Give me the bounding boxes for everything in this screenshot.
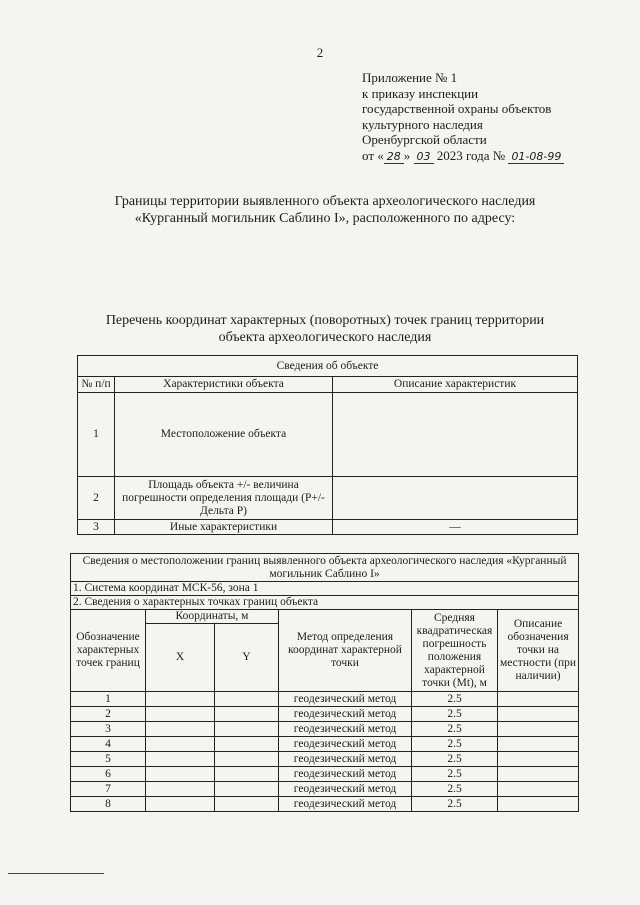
appendix-block [362, 70, 564, 164]
point-x [146, 767, 215, 782]
point-desc [498, 722, 579, 737]
document-title [60, 193, 590, 227]
point-error: 2.5 [412, 767, 498, 782]
point-x [146, 692, 215, 707]
table-row [71, 692, 579, 707]
point-desc [498, 797, 579, 812]
footnote-divider [8, 873, 104, 874]
point-x [146, 722, 215, 737]
point-desc [498, 737, 579, 752]
appendix-line: Оренбургской области [362, 132, 487, 148]
object-info-table [77, 355, 578, 535]
point-y [215, 797, 279, 812]
point-desc [498, 782, 579, 797]
header-method: Метод определения координат характерной точки [279, 610, 412, 692]
order-day: 28 [384, 151, 404, 164]
header-error: Средняя квадратическая погрешность положения характерной точки (Mt), м [412, 610, 498, 692]
point-desc [498, 752, 579, 767]
point-method: геодезический метод [279, 767, 412, 782]
header-x: X [146, 624, 215, 692]
point-x [146, 752, 215, 767]
list-title [60, 312, 590, 346]
header-characteristic: Характеристики объекта [115, 377, 333, 393]
appendix-line: Приложение № 1 [362, 70, 458, 85]
row-desc: — [333, 520, 578, 535]
points-info: 2. Сведения о характерных точках границ объекта [71, 596, 579, 610]
row-num: 1 [78, 393, 115, 477]
point-error: 2.5 [412, 797, 498, 812]
table2-caption: Сведения о местоположении границ выявленного объекта археологического наследия «Курганный могильник Саблино I» [71, 554, 579, 582]
row-name: Площадь объекта +/- величина погрешности определения площади (P+/- Дельта P) [115, 477, 333, 520]
header-designation: Обозначение характерных точек границ [71, 610, 146, 692]
table-row [78, 520, 578, 535]
point-y [215, 767, 279, 782]
table-row [71, 782, 579, 797]
row-name: Местоположение объекта [115, 393, 333, 477]
point-y [215, 752, 279, 767]
row-num: 2 [78, 477, 115, 520]
point-error: 2.5 [412, 707, 498, 722]
page-number: 2 [316, 45, 324, 60]
point-method: геодезический метод [279, 692, 412, 707]
point-method: геодезический метод [279, 752, 412, 767]
table-row [71, 797, 579, 812]
point-x [146, 737, 215, 752]
title-line: Границы территории выявленного объекта археологического наследия [114, 194, 536, 209]
point-method: геодезический метод [279, 707, 412, 722]
table-row [78, 477, 578, 520]
point-desc [498, 707, 579, 722]
header-coords: Координаты, м [146, 610, 279, 624]
appendix-line: культурного наследия [362, 116, 483, 132]
date-mid: » [403, 147, 414, 163]
point-x [146, 707, 215, 722]
point-num: 2 [71, 707, 146, 722]
point-x [146, 782, 215, 797]
order-month: 03 [414, 151, 434, 164]
header-num: № п/п [78, 377, 115, 393]
header-y: Y [215, 624, 279, 692]
order-date-line [362, 148, 564, 164]
date-prefix: от « [362, 147, 384, 163]
table-row [71, 707, 579, 722]
point-method: геодезический метод [279, 737, 412, 752]
point-desc [498, 767, 579, 782]
point-num: 3 [71, 722, 146, 737]
point-y [215, 782, 279, 797]
point-y [215, 737, 279, 752]
point-num: 4 [71, 737, 146, 752]
header-description: Описание характеристик [333, 377, 578, 393]
points-body [71, 692, 579, 812]
point-y [215, 707, 279, 722]
point-method: геодезический метод [279, 782, 412, 797]
table-row [71, 752, 579, 767]
point-num: 1 [71, 692, 146, 707]
point-error: 2.5 [412, 722, 498, 737]
coordinate-system: 1. Система координат МСК-56, зона 1 [71, 582, 579, 596]
point-y [215, 692, 279, 707]
point-num: 8 [71, 797, 146, 812]
row-name: Иные характеристики [115, 520, 333, 535]
table-row [78, 393, 578, 477]
point-num: 5 [71, 752, 146, 767]
point-num: 7 [71, 782, 146, 797]
point-error: 2.5 [412, 752, 498, 767]
point-error: 2.5 [412, 692, 498, 707]
point-x [146, 797, 215, 812]
point-error: 2.5 [412, 782, 498, 797]
row-desc [333, 393, 578, 477]
boundary-points-table [70, 553, 579, 812]
point-method: геодезический метод [279, 797, 412, 812]
table-row [71, 737, 579, 752]
appendix-line: государственной охраны объектов [362, 101, 552, 117]
appendix-line: к приказу инспекции [362, 85, 479, 101]
point-method: геодезический метод [279, 722, 412, 737]
subtitle-line: Перечень координат характерных (поворотных) точек границ территории [105, 313, 545, 328]
table1-caption: Сведения об объекте [78, 356, 578, 377]
subtitle-line: объекта археологического наследия [218, 330, 432, 345]
point-desc [498, 692, 579, 707]
row-desc [333, 477, 578, 520]
point-error: 2.5 [412, 737, 498, 752]
table-row [71, 767, 579, 782]
point-y [215, 722, 279, 737]
point-num: 6 [71, 767, 146, 782]
header-point-description: Описание обозначения точки на местности (при наличии) [498, 610, 579, 692]
order-number: 01-08-99 [508, 151, 564, 164]
title-line: «Курганный могильник Саблино I», расположенного по адресу: [134, 211, 516, 226]
year-text: 2023 года № [433, 147, 509, 163]
table-row [71, 722, 579, 737]
row-num: 3 [78, 520, 115, 535]
